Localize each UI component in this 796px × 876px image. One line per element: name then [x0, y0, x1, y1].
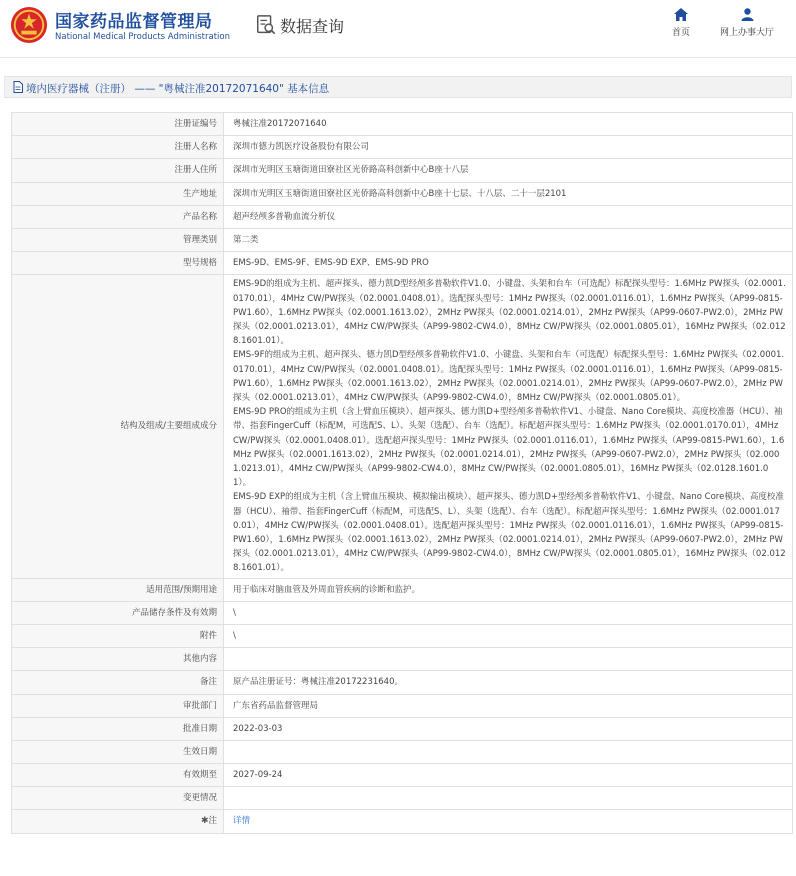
table-row [12, 159, 793, 182]
field-label-text: 结构及组成/主要组成成分 [120, 421, 217, 432]
pin-icon: ✱ [200, 816, 209, 827]
field-label [12, 252, 224, 275]
table-row [12, 182, 793, 205]
field-value [224, 624, 793, 647]
field-label-text: 审批部门 [182, 700, 217, 711]
field-label [12, 624, 224, 647]
field-value [224, 228, 793, 251]
field-value-text: 超声经颅多普勒血流分析仪 [233, 211, 336, 222]
table-row [12, 205, 793, 228]
table-row [12, 136, 793, 159]
field-value [224, 205, 793, 228]
page-title: 数据查询 [280, 17, 345, 36]
field-label [12, 159, 224, 182]
field-label-text: 产品名称 [182, 211, 217, 222]
composition-paragraph: EMS-9D PRO的组成为主机（含上臂血压模块）、超声探头、德力凯D+型经颅多普勒软件V1、小键盘、Nano Core模块、高度校准器（HCU）、袖带、指套FingerCuff（标配M，可选配S、L）、头架（选配）、台车（选配）。标配超声探头型号：1.6MHz PW探头（02.0001.0170.01），4MHz CW/PW探头（02.0001.0408.01）。选配超声探头型号：1MHz PW探头（02.0001.0116.01），1.6MHz PW探头（AP99-0815-PW1.60），1.6MHz PW探头（02.0001.1613.02），2MHz PW探头（02.0001.0214.01），2MHz PW探头（AP99-0607-PW2.0），2MHz PW探头（02.0001.0213.01），4MHz CW/PW探头（AP99-9802-CW4.0），8MHz CW/PW探头（02.0001.0805.01），16MHz PW探头（02.0128.1601.01）。 [233, 407, 785, 489]
field-label-text: 注册人住所 [174, 165, 217, 176]
nav-hall-label: 网上办事大厅 [719, 28, 774, 38]
table-row [12, 228, 793, 251]
field-value [224, 810, 793, 833]
home-icon [674, 8, 688, 21]
field-value [224, 717, 793, 740]
field-value [224, 671, 793, 694]
field-label-text: 批准日期 [182, 723, 217, 734]
field-value [224, 113, 793, 136]
field-label [12, 671, 224, 694]
section-heading [4, 76, 792, 98]
field-value [224, 740, 793, 763]
field-value [224, 694, 793, 717]
field-value [224, 764, 793, 787]
field-value [224, 648, 793, 671]
field-value-text: 2022-03-03 [233, 723, 283, 734]
field-value-text: 深圳市光明区玉塘街道田寮社区光侨路高科创新中心B座十七层、十八层、二十一层2101 [233, 188, 567, 199]
site-header [0, 0, 796, 58]
field-label [12, 136, 224, 159]
field-value-text: \ [233, 607, 236, 618]
field-label-text: 适用范围/预期用途 [146, 584, 217, 595]
field-label-text: 型号规格 [182, 258, 217, 269]
field-label [12, 275, 224, 578]
field-value-text: 粤械注准20172071640 [233, 118, 327, 129]
field-label-text: 生产地址 [182, 188, 217, 199]
table-row [12, 810, 793, 833]
table-row [12, 275, 793, 578]
field-label [12, 205, 224, 228]
field-label [12, 740, 224, 763]
field-label [12, 578, 224, 601]
field-label [12, 182, 224, 205]
composition-paragraph: EMS-9D的组成为主机、超声探头、德力凯D型经颅多普勒软件V1.0、小键盘、头架和台车（可选配）标配探头型号：1.6MHz PW探头（02.0001.0170.01），4MHz CW/PW探头（02.0001.0408.01）。选配探头型号：1MHz PW探头（02.0001.0116.01），1.6MHz PW探头（AP99-0815-PW1.60），1.6MHz PW探头（02.0001.1613.02），2MHz PW探头（02.0001.0214.01），2MHz PW探头（AP99-0607-PW2.0），2MHz PW探头（02.0001.0213.01），4MHz CW/PW探头（AP99-9802-CW4.0），8MHz CW/PW探头（02.0001.0805.01），16MHz PW探头（02.0128.1601.01）。 [233, 279, 786, 347]
table-row [12, 113, 793, 136]
field-label [12, 228, 224, 251]
field-label-text: 有效期至 [182, 770, 217, 781]
field-label [12, 717, 224, 740]
field-value-text: 原产品注册证号：粤械注准20172231640。 [233, 677, 403, 688]
field-label-text: 变更情况 [182, 793, 217, 804]
field-label [12, 601, 224, 624]
field-value-text: 第二类 [233, 234, 259, 245]
field-label-text: 其他内容 [182, 654, 217, 665]
field-label [12, 764, 224, 787]
field-value [224, 578, 793, 601]
brand-name-cn[interactable]: 国家药品监督管理局 [55, 12, 213, 32]
brand-name-en[interactable]: National Medical Products Administration [55, 32, 230, 42]
table-row [12, 787, 793, 810]
table-row [12, 252, 793, 275]
document-icon [13, 81, 23, 93]
detail-table [11, 112, 793, 834]
field-label [12, 810, 224, 833]
field-value [224, 182, 793, 205]
field-value [224, 275, 793, 578]
field-label-text: 附件 [199, 630, 217, 641]
field-value-text: \ [233, 630, 236, 641]
table-row [12, 578, 793, 601]
field-label-text: 产品储存条件及有效期 [131, 607, 217, 618]
table-row [12, 648, 793, 671]
field-value-text: 深圳市光明区玉塘街道田寮社区光侨路高科创新中心B座十八层 [233, 165, 469, 176]
field-value [224, 252, 793, 275]
composition-paragraph: EMS-9F的组成为主机、超声探头、德力凯D型经颅多普勒软件V1.0、小键盘、头架和台车（可选配）标配探头型号：1.6MHz PW探头（02.0001.0170.01），4MHz CW/PW探头（02.0001.0408.01）。选配探头型号：1MHz PW探头（02.0001.0116.01），1.6MHz PW探头（AP99-0815-PW1.60），1.6MHz PW探头（02.0001.1613.02），2MHz PW探头（02.0001.0214.01），2MHz PW探头（AP99-0607-PW2.0），2MHz PW探头（02.0001.0213.01），4MHz CW/PW探头（AP99-9802-CW4.0），8MHz CW/PW探头（02.0001.0805.01）。 [233, 350, 785, 403]
field-value-text: 广东省药品监督管理局 [233, 700, 319, 711]
field-label-text: 备注 [199, 677, 217, 688]
table-row [12, 717, 793, 740]
table-row [12, 624, 793, 647]
table-row [12, 671, 793, 694]
field-label [12, 648, 224, 671]
composition-paragraph: EMS-9D EXP的组成为主机（含上臂血压模块、模拟输出模块）、超声探头、德力凯D+型经颅多普勒软件V1、小键盘、Nano Core模块、高度校准器（HCU）、袖带、指套FingerCuff（标配M，可选配S、L）、头架（选配）、台车（选配）。标配超声探头型号：1.6MHz PW探头（02.0001.0170.01），4MHz CW/PW探头（02.0001.0408.01）。选配超声探头型号：1MHz PW探头（02.0001.0116.01），1.6MHz PW探头（AP99-0815-PW1.60），1.6MHz PW探头（02.0001.1613.02），2MHz PW探头（02.0001.0214.01），2MHz PW探头（AP99-0607-PW2.0），2MHz PW探头（02.0001.0213.01），4MHz CW/PW探头（AP99-9802-CW4.0），8MHz CW/PW探头（02.0001.0805.01），16MHz PW探头（02.0128.1601.01）。 [233, 492, 786, 574]
field-value [224, 601, 793, 624]
field-label-text: 注册证编号 [174, 118, 217, 129]
field-label [12, 694, 224, 717]
field-label [12, 113, 224, 136]
table-row [12, 740, 793, 763]
nav-online-service-hall[interactable] [716, 8, 778, 38]
field-label-text: 生效日期 [182, 746, 217, 757]
table-row [12, 764, 793, 787]
user-icon [741, 8, 754, 21]
field-value [224, 159, 793, 182]
field-value-text: 深圳市德力凯医疗设备股份有限公司 [233, 142, 370, 153]
nav-home[interactable] [667, 8, 695, 38]
nav-home-label: 首页 [671, 28, 690, 38]
table-row [12, 694, 793, 717]
field-label-text: 注册人名称 [174, 142, 217, 153]
data-search-icon [255, 14, 277, 36]
field-value-text: 用于临床对脑血管及外周血管疾病的诊断和监护。 [233, 584, 421, 595]
field-label-text: 注 [208, 816, 217, 827]
field-value [224, 136, 793, 159]
emblem-logo-icon[interactable] [10, 6, 48, 44]
section-title: 境内医疗器械（注册） —— "粤械注准20172071640" 基本信息 [26, 83, 330, 95]
field-value [224, 787, 793, 810]
field-value-text: 2027-09-24 [233, 770, 283, 781]
field-label-text: 管理类别 [182, 234, 217, 245]
table-row [12, 601, 793, 624]
details-link[interactable]: 详情 [233, 816, 251, 827]
field-value-text: EMS-9D、EMS-9F、EMS-9D EXP、EMS-9D PRO [233, 258, 429, 269]
field-label [12, 787, 224, 810]
